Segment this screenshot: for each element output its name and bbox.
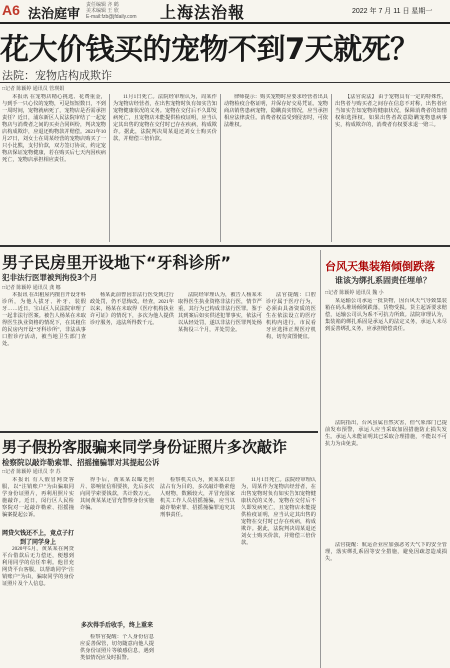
paragraph: 法官提醒：航运企业应加强恶劣天气下的安全管理，落实绑扎系固等安全措施，避免因疏忽造成损失。 bbox=[325, 542, 447, 562]
story3-column-1a bbox=[2, 477, 74, 525]
sidebar-divider bbox=[320, 250, 321, 668]
story2-headline: 男子民房里开设地下“牙科诊所” bbox=[2, 253, 232, 272]
story3-byline: □记者 陈颖婷 通讯员 李 苏 bbox=[2, 469, 61, 475]
lead-column-4 bbox=[335, 94, 447, 242]
story2-column-2 bbox=[90, 292, 174, 427]
lead-column-3 bbox=[224, 94, 328, 242]
divider bbox=[0, 431, 318, 433]
paragraph: 本报讯 在宠物店精心挑选、花费重金，与到手一只心仪的宠物，可是短短数日，不到一周时间，宠物就病死了，宠物店是否需承担责任？近日，浦东新区人民法院审结了一起宠物店与消费者之间的买卖合同纠纷，判决宠物店构成欺诈，应退还购物款并赔偿。2021年10月27日，刘女士在周某经营的宠物店购买了一只小比熊，支付价款，双方签订协议，约定宠物店保证宠物健康，若在购买后七天内因疾病死亡，宠物店承担相应责任。 bbox=[2, 94, 106, 163]
issue-date: 2022 年 7 月 11 日 星期一 bbox=[352, 8, 433, 15]
paragraph: 杨某此前曾因非法行医受到过行政处罚，仍不思悔改。经查，2021年以来，杨某在未取得《医疗机构执业许可证》的情况下，多次为他人提供诊疗服务，违法所得数千元。 bbox=[90, 292, 174, 326]
paragraph: 本报讯 在出租屋内擅自开设牙科诊所，为他人拔牙、补牙、装假牙……近日，宝山区人民法院审理了一起非法行医案。被告人杨某在未取得医生执业资格的情况下，在其租住的民房内开设“牙科诊所”，非法从事口腔诊疗活动，被当地卫生部门查处。 bbox=[2, 292, 86, 347]
column-divider bbox=[331, 94, 332, 242]
column-divider bbox=[220, 94, 221, 242]
paragraph: 法院指出，台风虽属自然灾害，但气象部门已提前发布预警，承运人应当采取加固措施防止损失发生。承运人未能证明其已采取合理措施，不能以不可抗力为由免责。 bbox=[325, 420, 447, 447]
story2-byline: □记者 陈颖婷 通讯员 龚 娜 bbox=[2, 285, 61, 291]
story2-column-3 bbox=[178, 292, 262, 427]
masthead bbox=[0, 0, 450, 24]
editor-credits bbox=[86, 2, 137, 20]
sidebar-byline: □记者 陈颖婷 通讯员 魏 小 bbox=[325, 290, 384, 296]
story3-subhead: 检察院以敲诈勒索罪、招摇撞骗罪对其提起公诉 bbox=[2, 458, 160, 467]
section-title: 法治庭审 bbox=[28, 7, 81, 22]
divider bbox=[0, 82, 450, 83]
lead-byline: □记者 陈颖婷 通讯员 管瑛娟 bbox=[2, 86, 65, 92]
sidebar-headline: 台风天集装箱倾倒跌落 bbox=[325, 260, 435, 273]
paragraph: 检察官提醒：个人身份信息应妥善保管，切勿随意向他人提供身份证照片等敏感信息，遇到类似情况应及时报警。 bbox=[80, 634, 154, 661]
paragraph: 律师提示：购买宠物时应要求经营者出具动物检疫合格证明，并保存好交易凭证。宠物商店销售患病宠物，隐瞒真实情况，应当承担相应法律责任。消费者权益受到侵害时，可依法维权。 bbox=[224, 94, 328, 128]
editor-line: 美术编辑 王 欣 bbox=[86, 8, 119, 14]
paragraph: 【法官说法】 由于宠物具有一定的特殊性，出售者与购买者之间存在信息不对称，出售者应当如实告知宠物的健康状况，保障消费者的知情权和选择权。如果出售者故意隐瞒宠物患病事实，构成欺诈的，消费者有权要求退一赔三。 bbox=[335, 94, 447, 128]
sidebar-subhead: 谁该为绑扎系固责任埋单？ bbox=[335, 276, 431, 285]
lead-subhead: 法院：宠物店构成欺诈 bbox=[2, 69, 112, 82]
story3-column-2b bbox=[80, 634, 154, 666]
paragraph: 2020年5月，黄某某在网贷平台借款后无力偿还，便想到利用同学的信任牟利。他冒充网贷平台客服，以帮助同学“注销账户”为由，骗取同学的身份证照片及个人信息。 bbox=[2, 546, 74, 587]
editor-line: 责任编辑 齐 鹤 bbox=[86, 2, 119, 8]
story2-column-4 bbox=[266, 292, 316, 427]
editor-line: E-mail:fzb@jfdaily.com bbox=[86, 14, 137, 20]
page-number: A6 bbox=[2, 2, 20, 18]
paragraph: 检察机关认为，黄某某以非法占有为目的，多次敲诈勒索他人财物，数额较大，并冒充国家机关工作人员招摇撞骗，应当以敲诈勒索罪、招摇撞骗罪追究其刑事责任。 bbox=[160, 477, 235, 518]
paragraph: 本报讯 有人假冒网贷客服，以“注销账户”为由骗取同学身份证照片，再利用照片实施敲诈。近日，闵行区人民检察院对一起敲诈勒索、招摇撞骗案提起公诉。 bbox=[2, 477, 74, 518]
story2-column-1 bbox=[2, 292, 86, 427]
story3-column-4 bbox=[241, 477, 316, 666]
paragraph: 得手后，黄某某以曝光照片、影响征信相要挟，先后多次向同学索要钱款，共计数万元。其间黄某某还冒充警察身份实施诈骗。 bbox=[80, 477, 154, 511]
sidebar-column-3 bbox=[325, 542, 447, 666]
sidebar-column-2 bbox=[325, 420, 447, 540]
newspaper-name: 上海法治報 bbox=[160, 3, 246, 22]
paragraph: 11月1日死亡。法院经审理认为，周某作为宠物店经营者，在出售宠物时负有如实告知宠物健康状况的义务。宠物在交付后不久即发病死亡，且宠物店未能提供检疫证明，应当认定其出售的宠物在交付时已存在疾病，构成欺诈。据此，法院判决周某退还刘女士购买价款，并赔偿三倍价款。 bbox=[241, 477, 316, 546]
story2-subhead: 犯非法行医罪被判拘役3个月 bbox=[2, 273, 98, 282]
column-divider bbox=[109, 94, 110, 242]
story3-column-3 bbox=[160, 477, 235, 666]
lead-column-2 bbox=[113, 94, 217, 242]
story3-headline: 男子假扮客服骗来同学身份证照片多次敲诈 bbox=[2, 438, 288, 456]
lead-headline: 花大价钱买的宠物不到7天就死？ bbox=[0, 32, 419, 66]
story3-column-1b bbox=[2, 546, 74, 666]
paragraph: 11月1日死亡。法院经审理认为，周某作为宠物店经营者，在出售宠物时负有如实告知宠物健康状况的义务。宠物在交付后不久即发病死亡，且宠物店未能提供检疫证明，应当认定其出售的宠物在交付时已存在疾病，构成欺诈。据此，法院判决周某退还刘女士购买价款，并赔偿三倍价款。 bbox=[113, 94, 217, 142]
lead-column-1 bbox=[2, 94, 106, 242]
sidebar-column-1 bbox=[325, 298, 447, 418]
paragraph: 法院经审理认为，被告人杨某未取得医生执业资格非法行医，情节严重，其行为已构成非法行医罪。鉴于其到案后如实供述犯罪事实，依法可以从轻处罚，遂以非法行医罪判处杨某拘役三个月，并处罚金。 bbox=[178, 292, 262, 333]
divider bbox=[0, 245, 450, 247]
section-subtitle: 多次得手后收手，终上重来 bbox=[80, 622, 153, 629]
story3-column-2 bbox=[80, 477, 154, 617]
section-subtitle: 网贷欠钱还不上，竟点子打到了同学身上 bbox=[2, 530, 75, 546]
paragraph: 某运输公司承运一批货物，因台风天气导致集装箱在码头堆场倾倒跌落，货物受损。货主起诉要求赔偿，运输公司认为系不可抗力所致。法院审理认为，集装箱的绑扎系固是承运人的法定义务，承运人未尽到妥善绑扎义务，应承担赔偿责任。 bbox=[325, 298, 447, 332]
paragraph: 法官提醒：口腔诊疗属于医疗行为，必须由具备资质的医生在依法设立的医疗机构内进行，市民看牙应选择正规医疗机构，切勿贪图便宜。 bbox=[266, 292, 316, 340]
